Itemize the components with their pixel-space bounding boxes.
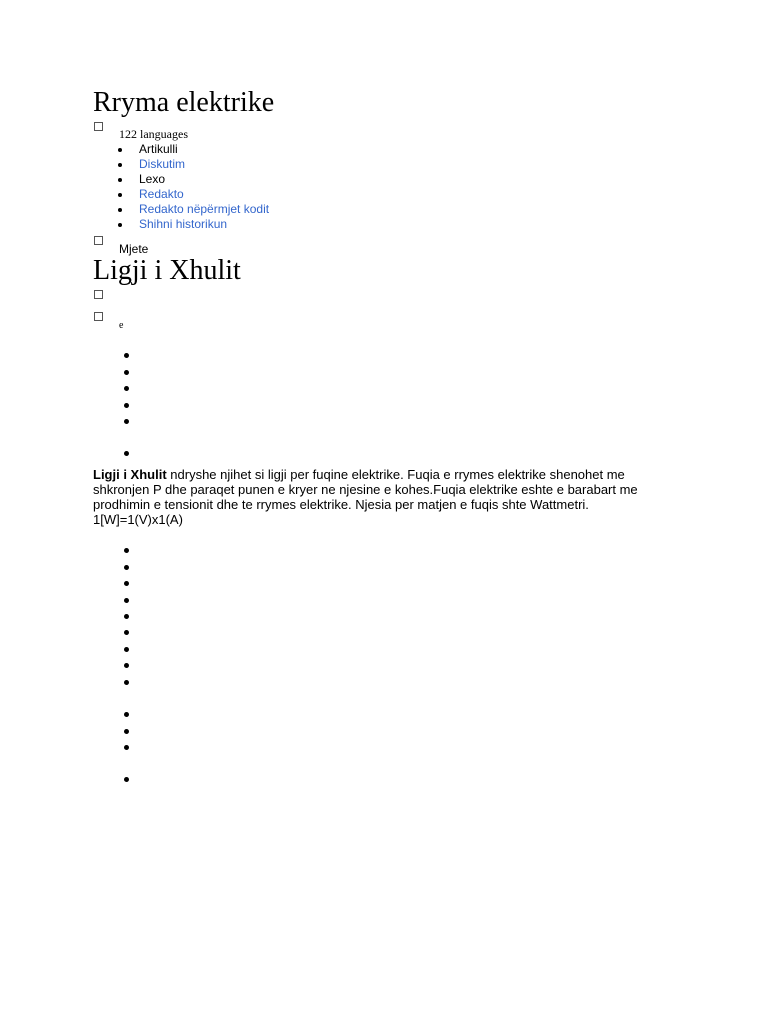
article-paragraph bbox=[93, 467, 693, 527]
article-formula: 1[W]=1(V)x1(A) bbox=[93, 512, 183, 527]
bullet-icon bbox=[118, 178, 122, 182]
list-bullet bbox=[124, 565, 129, 570]
tab-historiku[interactable] bbox=[118, 217, 269, 232]
tab-label[interactable]: Redakto nëpërmjet kodit bbox=[139, 202, 270, 216]
tab-lexo[interactable] bbox=[118, 172, 269, 187]
tab-label[interactable]: Shihni historikun bbox=[139, 217, 228, 231]
tools-label[interactable]: Mjete bbox=[119, 242, 149, 256]
list-bullet bbox=[124, 630, 129, 635]
list-bullet bbox=[124, 663, 129, 668]
list-bullet bbox=[124, 548, 129, 553]
list-bullet bbox=[124, 581, 129, 586]
bullet-icon bbox=[118, 148, 122, 152]
list-bullet bbox=[124, 614, 129, 619]
tab-label[interactable]: Redakto bbox=[139, 187, 184, 201]
toc-checkbox[interactable] bbox=[94, 290, 103, 299]
list-bullet bbox=[124, 745, 129, 750]
list-bullet bbox=[124, 451, 129, 456]
list-bullet bbox=[124, 419, 129, 424]
tab-redakto[interactable] bbox=[118, 187, 269, 202]
article-text-line2: shkronjen P dhe paraqet punen e kryer ne njesine e kohes.Fuqia elektrike eshte e barabart me bbox=[93, 482, 638, 497]
list-bullet bbox=[124, 403, 129, 408]
section-title: Ligji i Xhulit bbox=[93, 255, 241, 286]
list-bullet bbox=[124, 386, 129, 391]
small-letter: e bbox=[119, 320, 124, 331]
list-bullet bbox=[124, 598, 129, 603]
article-lead-bold: Ligji i Xhulit bbox=[93, 467, 167, 482]
bullet-icon bbox=[118, 193, 122, 197]
page-title: Rryma elektrike bbox=[93, 87, 275, 118]
tab-artikulli[interactable] bbox=[118, 142, 269, 157]
page-tabs bbox=[118, 142, 269, 232]
languages-checkbox[interactable] bbox=[94, 122, 103, 131]
tab-label[interactable]: Diskutim bbox=[139, 157, 186, 171]
tab-redakto-kodit[interactable] bbox=[118, 202, 269, 217]
list-bullet bbox=[124, 712, 129, 717]
tab-label[interactable]: Lexo bbox=[139, 172, 166, 186]
list-bullet bbox=[124, 370, 129, 375]
bullet-icon bbox=[118, 208, 122, 212]
tab-label[interactable]: Artikulli bbox=[139, 142, 178, 156]
tools-checkbox[interactable] bbox=[94, 236, 103, 245]
bullet-icon bbox=[118, 163, 122, 167]
list-bullet bbox=[124, 729, 129, 734]
list-bullet bbox=[124, 680, 129, 685]
bullet-icon bbox=[118, 223, 122, 227]
list-bullet bbox=[124, 647, 129, 652]
appearance-checkbox[interactable] bbox=[94, 312, 103, 321]
article-text-line3: prodhimin e tensionit dhe te rrymes elektrike. Njesia per matjen e fuqis shte Wattmetri. bbox=[93, 497, 589, 512]
list-bullet bbox=[124, 777, 129, 782]
languages-label[interactable]: 122 languages bbox=[119, 127, 188, 141]
list-bullet bbox=[124, 353, 129, 358]
tab-diskutim[interactable] bbox=[118, 157, 269, 172]
article-text-line1: ndryshe njihet si ligji per fuqine elektrike. Fuqia e rrymes elektrike shenohet me bbox=[166, 467, 625, 482]
